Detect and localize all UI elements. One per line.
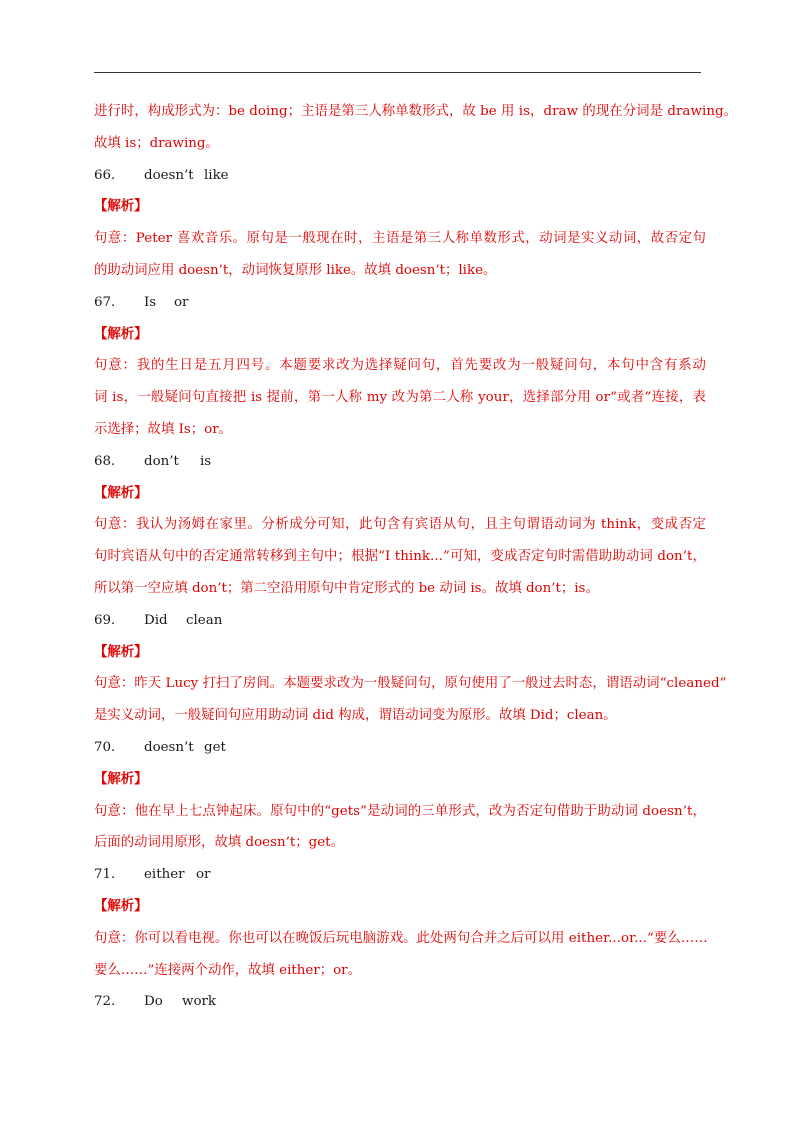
explanation-line: 要么……”连接两个动作，故填 either；or。 <box>94 962 361 978</box>
explanation-line: 句意：你可以看电视。你也可以在晚饭后玩电脑游戏。此处两句合并之后可以用 either...or...“要么…… <box>94 930 708 946</box>
answer-blank-2: work <box>182 994 217 1010</box>
question-number: 72． <box>94 994 125 1010</box>
explanation-line: 句意：我认为汤姆在家里。分析成分可知，此句含有宾语从句，且主句谓语动词为 think，变成否定 <box>94 517 706 533</box>
answer-row-67 <box>94 287 706 319</box>
question-number: 69． <box>94 612 125 628</box>
answer-blank-2: or <box>174 294 189 310</box>
analysis-heading: 【解析】 <box>94 643 148 660</box>
answer-blank-2: clean <box>186 612 223 628</box>
analysis-heading: 【解析】 <box>94 198 148 215</box>
answer-blank-2: or <box>196 867 211 883</box>
question-number: 67． <box>94 294 125 310</box>
answer-blank-2: like <box>204 167 229 183</box>
explanation-line: 的助动词应用 doesn’t，动词恢复原形 like。故填 doesn’t；like。 <box>94 262 497 278</box>
answer-blank-1: Do <box>144 994 163 1010</box>
analysis-heading: 【解析】 <box>94 897 148 914</box>
question-number: 71． <box>94 867 125 883</box>
analysis-heading: 【解析】 <box>94 325 148 342</box>
question-number: 66． <box>94 167 125 183</box>
explanation-line: 句意：他在早上七点钟起床。原句中的“gets”是动词的三单形式，改为否定句借助于助动词 doesn’t， <box>94 803 706 819</box>
document-body <box>94 96 738 1018</box>
question-number: 68． <box>94 453 125 469</box>
question-number: 70． <box>94 739 125 755</box>
answer-blank-1: Did <box>144 612 168 628</box>
analysis-heading: 【解析】 <box>94 484 148 501</box>
explanation-line: 句意：昨天 Lucy 打扫了房间。本题要求改为一般疑问句，原句使用了一般过去时态，谓语动词“cleaned” <box>94 676 727 692</box>
answer-row-69 <box>94 605 706 637</box>
explanation-line: 后面的动词用原形，故填 doesn’t；get。 <box>94 835 344 851</box>
answer-row-68 <box>94 446 706 478</box>
answer-blank-2: is <box>200 453 212 469</box>
explanation-line: 故填 is；drawing。 <box>94 135 219 151</box>
answer-blank-1: either <box>144 867 185 883</box>
answer-blank-1: Is <box>144 294 157 310</box>
answer-row-71 <box>94 859 706 891</box>
answer-blank-2: get <box>204 739 226 755</box>
explanation-line: 示选择；故填 Is；or。 <box>94 421 233 437</box>
answer-blank-1: doesn’t <box>144 167 194 183</box>
explanation-line: 进行时，构成形式为：be doing；主语是第三人称单数形式，故 be 用 is，draw 的现在分词是 drawing。 <box>94 104 738 119</box>
answer-blank-1: don’t <box>144 453 179 469</box>
explanation-line: 句意：Peter 喜欢音乐。原句是一般现在时，主语是第三人称单数形式，动词是实义动词，故否定句 <box>94 231 706 247</box>
analysis-heading: 【解析】 <box>94 770 148 787</box>
answer-row-72 <box>94 986 706 1018</box>
answer-blank-1: doesn’t <box>144 739 194 755</box>
explanation-line: 是实义动词，一般疑问句应用助动词 did 构成，谓语动词变为原形。故填 Did；clean。 <box>94 708 617 724</box>
answer-row-70 <box>94 732 706 764</box>
answer-row-66 <box>94 160 706 192</box>
explanation-line: 词 is，一般疑问句直接把 is 提前，第一人称 my 改为第二人称 your，选择部分用 or“或者”连接，表 <box>94 390 706 406</box>
explanation-line: 所以第一空应填 don’t；第二空沿用原句中肯定形式的 be 动词 is。故填 don’t；is。 <box>94 580 599 596</box>
explanation-line: 句时宾语从句中的否定通常转移到主句中；根据“I think...”可知，变成否定句时需借助助动词 don’t， <box>94 549 706 565</box>
explanation-line: 句意：我的生日是五月四号。本题要求改为选择疑问句，首先要改为一般疑问句，本句中含有系动 <box>94 358 706 374</box>
header-rule <box>94 72 701 73</box>
